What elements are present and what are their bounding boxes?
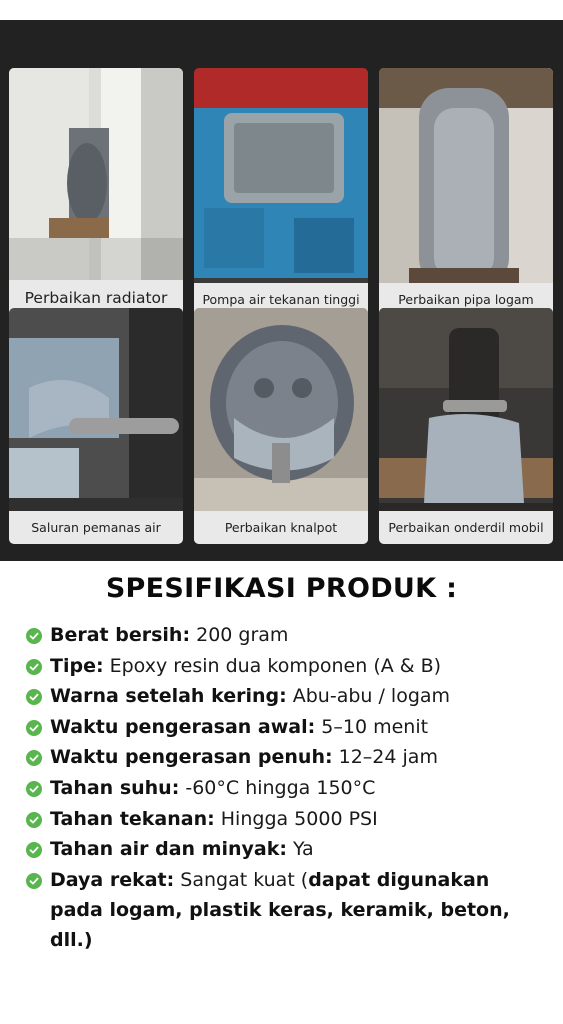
tile-caption: Perbaikan knalpot [194, 511, 368, 544]
spec-label: Tahan air dan minyak: [50, 838, 287, 861]
tile-caption: Saluran pemanas air [9, 511, 183, 544]
gallery-tile-car-parts [379, 308, 553, 544]
pump-photo [194, 68, 368, 316]
gallery-tile-pump [194, 68, 368, 316]
check-circle-icon [26, 659, 42, 675]
spec-item-daya-rekat [26, 865, 546, 955]
check-circle-icon [26, 628, 42, 644]
spec-value: Ya [286, 838, 314, 861]
spec-item-tahan-air-minyak [26, 834, 546, 865]
top-margin [0, 0, 563, 20]
spec-label: Waktu pengerasan penuh: [50, 746, 333, 769]
spec-item-warna [26, 681, 546, 712]
exhaust-photo [194, 308, 368, 544]
spec-label: Berat bersih: [50, 624, 191, 646]
check-circle-icon [26, 873, 42, 889]
spec-list [26, 620, 546, 955]
spec-value: Hingga 5000 PSI [214, 807, 378, 830]
spec-value-emphasis: dapat digunakan pada logam, plastik keras, keramik, beton, dll.) [50, 868, 510, 951]
spec-item-pengerasan-penuh [26, 742, 546, 773]
spec-item-tipe [26, 651, 546, 682]
radiator-photo [9, 68, 183, 316]
tile-caption: Perbaikan pipa logam [379, 283, 553, 316]
car-parts-photo [379, 308, 553, 544]
spec-value: Abu-abu / logam [286, 685, 451, 708]
spec-value: 200 gram [190, 624, 289, 646]
water-heater-photo [9, 308, 183, 544]
spec-value: Epoxy resin dua komponen (A & B) [103, 654, 442, 677]
spec-label: Tahan tekanan: [50, 807, 215, 830]
tile-caption: Perbaikan onderdil mobil [379, 511, 553, 544]
tile-caption: Perbaikan radiator [9, 280, 183, 316]
gallery-tile-radiator [9, 68, 183, 316]
check-circle-icon [26, 842, 42, 858]
spec-item-tahan-suhu [26, 773, 546, 804]
spec-value: Sangat kuat ( [174, 868, 309, 891]
spec-item-tahan-tekanan [26, 804, 546, 835]
spec-label: Tahan suhu: [50, 776, 180, 799]
gallery-tile-pipe [379, 68, 553, 316]
check-circle-icon [26, 781, 42, 797]
spec-item-berat-bersih [26, 620, 546, 651]
pipe-photo [379, 68, 553, 316]
spec-label: Tipe: [50, 654, 104, 677]
check-circle-icon [26, 720, 42, 736]
spec-label: Daya rekat: [50, 868, 175, 891]
gallery-tile-water-heater [9, 308, 183, 544]
spec-item-pengerasan-awal [26, 712, 546, 743]
spec-label: Warna setelah kering: [50, 685, 287, 708]
spec-value: 5–10 menit [315, 715, 429, 738]
spec-title: SPESIFIKASI PRODUK : [105, 573, 458, 604]
spec-label: Waktu pengerasan awal: [50, 715, 316, 738]
spec-value: 12–24 jam [332, 746, 438, 769]
check-circle-icon [26, 689, 42, 705]
spec-value: -60°C hingga 150°C [179, 776, 376, 799]
tile-caption: Pompa air tekanan tinggi [194, 283, 368, 316]
check-circle-icon [26, 812, 42, 828]
gallery-tile-exhaust [194, 308, 368, 544]
application-gallery [0, 20, 563, 561]
check-circle-icon [26, 750, 42, 766]
